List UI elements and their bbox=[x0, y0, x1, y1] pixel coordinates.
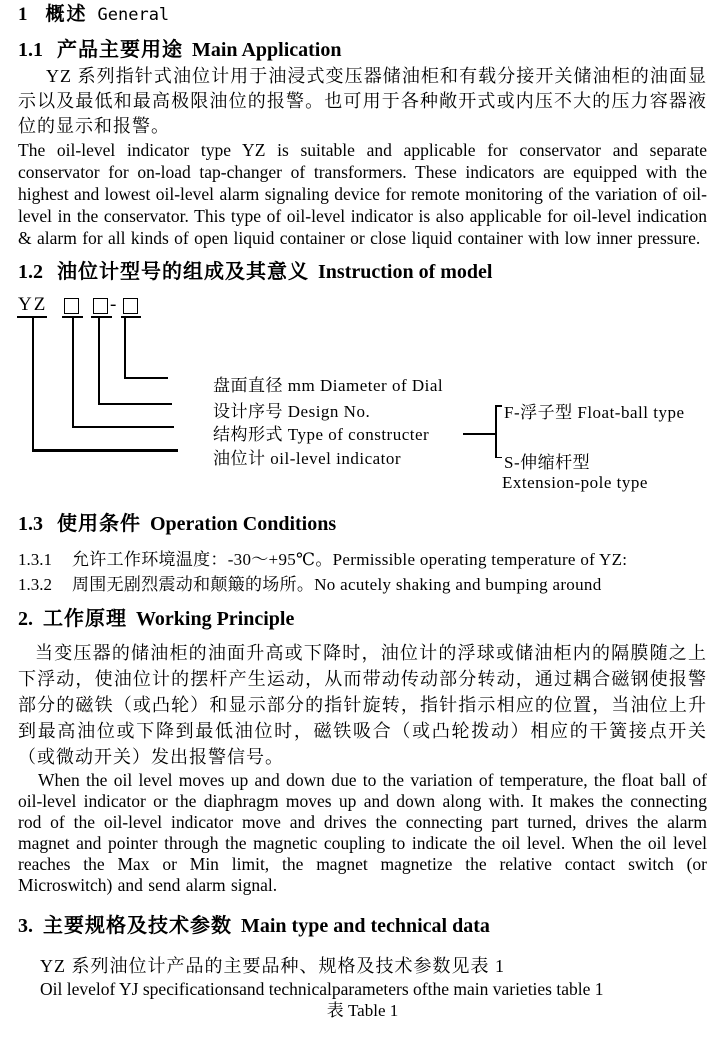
underline-box-2 bbox=[91, 316, 112, 318]
condition-number: 1.3.2 bbox=[18, 575, 52, 594]
model-box-1 bbox=[64, 298, 79, 314]
label-extension-pole-type-chinese: S-伸缩杆型 bbox=[504, 453, 591, 472]
heading-english: Working Principle bbox=[136, 608, 295, 630]
section-1-2-heading bbox=[18, 259, 707, 286]
heading-chinese: 工作原理 bbox=[43, 608, 127, 630]
condition-item-1 bbox=[18, 547, 707, 572]
heading-chinese: 油位计型号的组成及其意义 bbox=[57, 261, 309, 283]
label-dial-diameter: 盘面直径 mm Diameter of Dial bbox=[213, 376, 444, 395]
principle-paragraph-english: When the oil level moves up and down due to the variation of temperature, the float ball of oil-level indicator or the diaphragm moves up and down along with. It makes the connecting rod of the oil-level indicator move and drives the connecting part turned, drives the alarm magnet and pointer through the magnetic coupling to indicate the oil level. When the oil level reaches the Max or Min limit, the magnet magnetize the relative contact switch (or Microswitch) and send alarm signal. bbox=[18, 770, 707, 895]
label-design-no: 设计序号 Design No. bbox=[213, 402, 371, 421]
model-separator: - bbox=[110, 294, 119, 315]
label-extension-pole-type-english: Extension-pole type bbox=[502, 473, 648, 492]
connector-horizontal-dial bbox=[124, 377, 168, 379]
heading-english: Main Application bbox=[192, 39, 342, 61]
heading-english: Operation Conditions bbox=[150, 513, 337, 535]
section-3-heading bbox=[18, 912, 707, 940]
connector-vertical-box-1 bbox=[72, 318, 74, 427]
operation-conditions-list bbox=[18, 547, 707, 597]
model-number-diagram bbox=[18, 294, 707, 499]
bracket-vertical-line bbox=[495, 405, 497, 458]
heading-chinese: 产品主要用途 bbox=[57, 39, 183, 61]
connector-horizontal-construct bbox=[72, 426, 174, 428]
connector-vertical-box-2 bbox=[98, 318, 100, 404]
heading-number: 1.3 bbox=[18, 513, 43, 535]
heading-number: 2. bbox=[18, 608, 33, 630]
connector-horizontal-design bbox=[98, 403, 172, 405]
section-2-heading bbox=[18, 605, 707, 633]
heading-english: General bbox=[97, 5, 170, 25]
application-paragraph-english: The oil-level indicator type YZ is suitable and applicable for conservator and separate conservator for on-load tap-changer of transformers. These indicators are equipped with the highest and lowest oil-level alarm signaling device for remote monitoring of the variation of oil-level in the conservator. This type of oil-level indicator is also applicable for oil-level indication & alarm for all kinds of open liquid container or close liquid container with low inner pressure. bbox=[18, 140, 707, 248]
label-oil-level-indicator: 油位计 oil-level indicator bbox=[213, 449, 402, 468]
heading-number: 1 bbox=[18, 4, 28, 25]
model-box-3 bbox=[123, 298, 138, 314]
heading-english: Main type and technical data bbox=[241, 915, 490, 937]
condition-number: 1.3.1 bbox=[18, 550, 52, 569]
label-type-of-constructer: 结构形式 Type of constructer bbox=[213, 425, 430, 444]
bracket-top-stub bbox=[495, 405, 502, 407]
connector-horizontal-indicator bbox=[32, 449, 178, 452]
table-intro-english: Oil levelof YJ specificationsand technicalparameters ofthe main varieties table 1 bbox=[40, 979, 604, 999]
section-1-heading bbox=[18, 3, 707, 27]
principle-paragraph-chinese: 当变压器的储油柜的油面升高或下降时，油位计的浮球或储油柜内的隔膜随之上下浮动，使油位计的摆杆产生运动，从而带动传动部分转动，通过耦合磁钢使报警部分的磁铁（或凸轮）和显示部分的指针旋转，指针指示相应的位置，当油位上升到最高油位或下降到最低油位时，磁铁吸合（或凸轮拨动）相应的干簧接点开关（或微动开关）发出报警信号。 bbox=[18, 643, 707, 767]
connector-vertical-box-3 bbox=[124, 318, 126, 378]
section-1-1-heading bbox=[18, 37, 707, 64]
bracket-horizontal-line bbox=[463, 433, 495, 435]
section-1-3-heading bbox=[18, 511, 707, 538]
label-float-ball-type: F-浮子型 Float-ball type bbox=[504, 403, 685, 422]
condition-item-2 bbox=[18, 572, 707, 597]
heading-chinese: 主要规格及技术参数 bbox=[43, 915, 232, 937]
heading-number: 1.2 bbox=[18, 261, 43, 283]
table-intro-chinese: YZ 系列油位计产品的主要品种、规格及技术参数见表 1 bbox=[40, 956, 505, 976]
model-box-2 bbox=[93, 298, 108, 314]
condition-text: 允许工作环境温度：-30～+95℃。Permissible operating temperature of YZ: bbox=[72, 550, 628, 569]
table-caption: 表 Table 1 bbox=[326, 1001, 399, 1020]
heading-english: Instruction of model bbox=[318, 261, 493, 283]
condition-text: 周围无剧烈震动和颠簸的场所。No acutely shaking and bumping around bbox=[72, 575, 602, 594]
heading-chinese: 使用条件 bbox=[57, 513, 141, 535]
heading-chinese: 概述 bbox=[45, 4, 88, 25]
bracket-bottom-stub bbox=[495, 457, 502, 459]
heading-number: 1.1 bbox=[18, 39, 43, 61]
model-prefix: YZ bbox=[18, 294, 48, 315]
connector-vertical-prefix bbox=[32, 318, 34, 451]
heading-number: 3. bbox=[18, 915, 33, 937]
application-paragraph-chinese: YZ 系列指针式油位计用于油浸式变压器储油柜和有载分接开关储油柜的油面显示以及最低和最高极限油位的报警。也可用于各种敞开式或内压不大的压力容器液位的显示和报警。 bbox=[18, 66, 707, 136]
